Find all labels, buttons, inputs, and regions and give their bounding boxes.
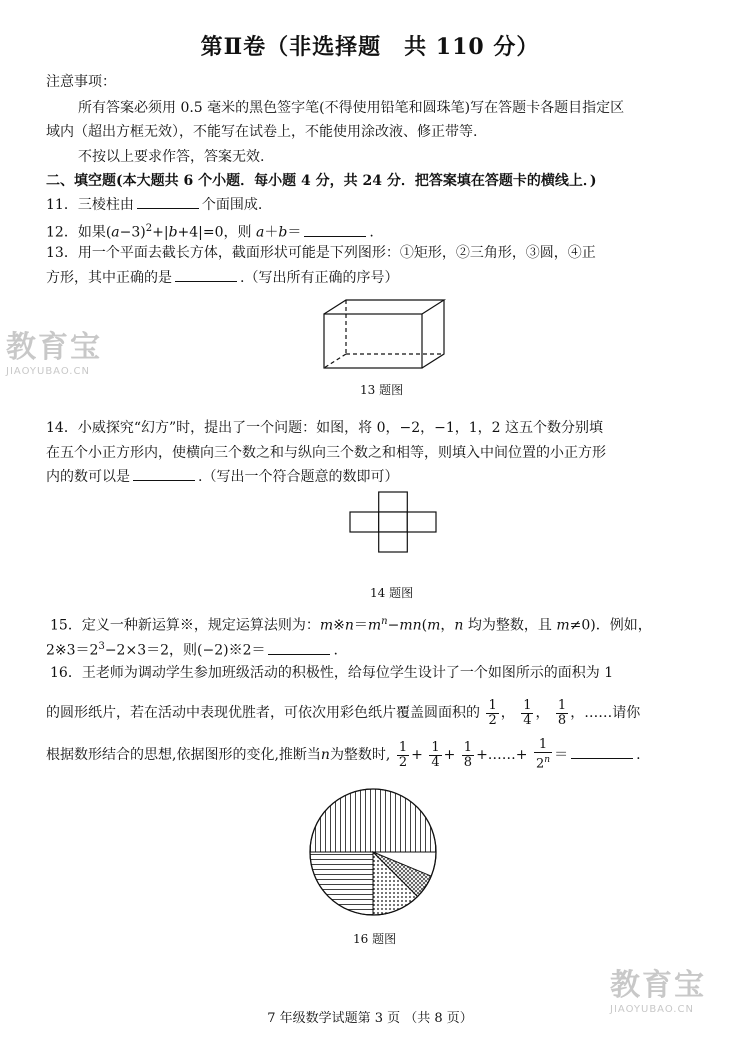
q14-text-post: .（写出一个符合题意的数即可） <box>198 469 399 485</box>
q16-line-1: 16．王老师为调动学生参加班级活动的积极性，给每位学生设计了一个如图所示的面积为 1 <box>50 665 614 681</box>
q12-var-a: a <box>111 224 120 241</box>
q11-text-post: 个面围成. <box>201 197 263 213</box>
cuboid-right-face <box>422 300 444 368</box>
q15-line-2 <box>46 637 338 661</box>
q12-text-3: +| <box>152 224 169 241</box>
q16-text-pre: 的圆形纸片，若在活动中表现优胜者，可依次用彩色纸片覆盖圆面积的 <box>46 705 480 721</box>
q14-figure-caption: 14 题图 <box>370 586 414 600</box>
circle-quarter-region <box>310 852 373 915</box>
notice-line-2: 域内（超出方框无效），不能写在试卷上，不能使用涂改液、修正带等. <box>46 124 478 140</box>
notice-line-1: 所有答案必须用 0.5 毫米的黑色签字笔(不得使用铅笔和圆珠笔)写在答题卡各题目指定区 <box>78 100 625 116</box>
q15-comma: ， <box>440 617 455 634</box>
q13-text-pre: 方形，其中正确的是 <box>46 270 172 286</box>
fraction-quarter: $\frac{1}{4}$ <box>523 697 532 728</box>
watermark-logo-right: 教育宝 JIAOYUBAO.CN <box>610 968 706 1015</box>
q15-cube: 3 <box>98 641 105 652</box>
q15-var-m4: m <box>427 617 441 634</box>
cross-squares-figure <box>350 492 436 552</box>
page-title: 第Ⅱ卷（非选择题 共 110 分） <box>200 34 540 60</box>
q16-figure-caption: 16 题图 <box>353 932 397 946</box>
q16-var-n: n <box>320 747 330 763</box>
q14-line-1: 14．小威探究“幻方”时，提出了一个问题：如图，将 0，−2，−1，1，2 这五个数分别填 <box>46 420 604 436</box>
q15-var-n: n <box>344 617 354 634</box>
q14-line-2: 在五个小正方形内，使横向三个数之和与纵向三个数之和相等，则填入中间位置的小正方形 <box>46 445 606 461</box>
fraction-eighth: $\frac{1}{8}$ <box>557 697 567 728</box>
q12-plus: ＋ <box>264 224 279 241</box>
square-right <box>407 512 436 532</box>
q13-text-post: .（写出所有正确的序号） <box>240 270 399 286</box>
q16-text-post: ，……请你 <box>570 705 641 721</box>
q16-line-2: 的圆形纸片，若在活动中表现优胜者，可依次用彩色纸片覆盖圆面积的 $\frac{1}{2}$ ， $\frac{1}{4}$ ， $\frac{1}{8}$ ，……请你 <box>46 697 641 728</box>
q16-text-3-mid: 为整数时, <box>329 747 391 763</box>
circle-area-figure <box>308 787 438 917</box>
watermark-logo-left: 教育宝 JIAOYUBAO.CN <box>6 330 102 377</box>
section-heading: 二、填空题(本大题共 6 个小题．每小题 4 分，共 24 分．把答案填在答题卡的横线上．) <box>46 173 597 189</box>
q15-example-mid: −2×3＝2，则(−2)※2＝ <box>104 642 266 659</box>
q11-text-pre: 11．三棱柱由 <box>46 197 134 213</box>
q14-answer-blank[interactable] <box>133 467 195 481</box>
sum-fraction-2: $\frac{1}{4}$ <box>431 739 440 770</box>
q12-answer-blank[interactable] <box>304 223 366 237</box>
q15-eq: ＝ <box>353 617 368 634</box>
notice-heading: 注意事项： <box>46 74 116 90</box>
q15-var-m5: m <box>556 617 570 634</box>
q12-text-4: +4|=0，则 <box>177 224 256 241</box>
q16-end: . <box>636 747 641 763</box>
q15-neq: ≠0)．例如， <box>569 617 652 634</box>
q14-text-pre: 内的数可以是 <box>46 469 130 485</box>
q12-end: . <box>369 224 374 241</box>
q16-ellipsis: +……+ <box>476 747 528 763</box>
square-center <box>379 512 408 532</box>
q16-line-3: 根据数形结合的思想,依据图形的变化,推断当n为整数时, $\frac{1}{2}$ + $\frac{1}{4}$ + $\frac{1}{8}$ +……+ $\frac{1}{2^n}$ ＝ . <box>46 737 641 772</box>
q12-square: 2 <box>145 223 153 234</box>
q15-line-1 <box>50 612 652 636</box>
q13-line-2 <box>46 268 398 288</box>
q16-answer-blank[interactable] <box>571 745 633 759</box>
q13-line-1: 13．用一个平面去截长方体，截面形状可能是下列图形：①矩形，②三角形，③圆，④正 <box>46 245 596 261</box>
sum-fraction-n: $\frac{1}{2^n}$ <box>535 737 551 772</box>
q13-answer-blank[interactable] <box>175 268 237 282</box>
q15-var-n3: n <box>454 617 464 634</box>
q15-var-m: m <box>319 617 334 634</box>
sum-fraction-3: $\frac{1}{8}$ <box>463 739 473 770</box>
square-left <box>350 512 379 532</box>
fraction-half: $\frac{1}{2}$ <box>488 697 497 728</box>
square-bottom <box>379 532 408 552</box>
q12-var-b: b <box>168 224 178 241</box>
q15-var-m2: m <box>367 617 382 634</box>
square-top <box>379 492 408 512</box>
q12-var-a2: a <box>256 224 265 241</box>
question-11 <box>46 195 262 215</box>
q14-line-3 <box>46 467 398 487</box>
notice-line-3: 不按以上要求作答，答案无效. <box>78 149 265 165</box>
q12-text-2: −3) <box>119 224 146 241</box>
q15-var-n2: n <box>412 617 422 634</box>
q15-var-m3: m <box>399 617 413 634</box>
q15-paren: ( <box>421 617 428 634</box>
cuboid-hidden-edges <box>324 300 444 368</box>
q12-eq: ＝ <box>287 224 302 241</box>
q15-minus: − <box>387 617 400 634</box>
q16-text-3-pre: 根据数形结合的思想,依据图形的变化,推断当 <box>46 747 321 763</box>
q16-eq: ＝ <box>554 747 569 763</box>
q15-text-pre: 15．定义一种新运算※，规定运算法则为： <box>50 617 320 634</box>
q15-text-mid: 均为整数，且 <box>463 617 557 634</box>
q15-answer-blank[interactable] <box>268 641 330 655</box>
q11-answer-blank[interactable] <box>137 195 199 209</box>
q12-text-1: 12．如果( <box>46 224 112 241</box>
circle-half-region <box>310 789 436 852</box>
sum-fraction-1: $\frac{1}{2}$ <box>398 739 408 770</box>
q15-op: ※ <box>333 617 345 634</box>
q15-power-n: n <box>381 616 388 627</box>
q13-figure-caption: 13 题图 <box>360 383 404 397</box>
question-12 <box>46 219 374 243</box>
cuboid-top-face <box>324 300 444 314</box>
q12-var-b2: b <box>278 224 288 241</box>
cuboid-front-face <box>324 314 422 368</box>
page-footer: 7 年级数学试题第 3 页 （共 8 页） <box>267 1011 473 1026</box>
q15-example-post: . <box>333 642 338 659</box>
q15-example-pre: 2※3＝2 <box>46 642 99 659</box>
cuboid-figure <box>320 296 450 376</box>
